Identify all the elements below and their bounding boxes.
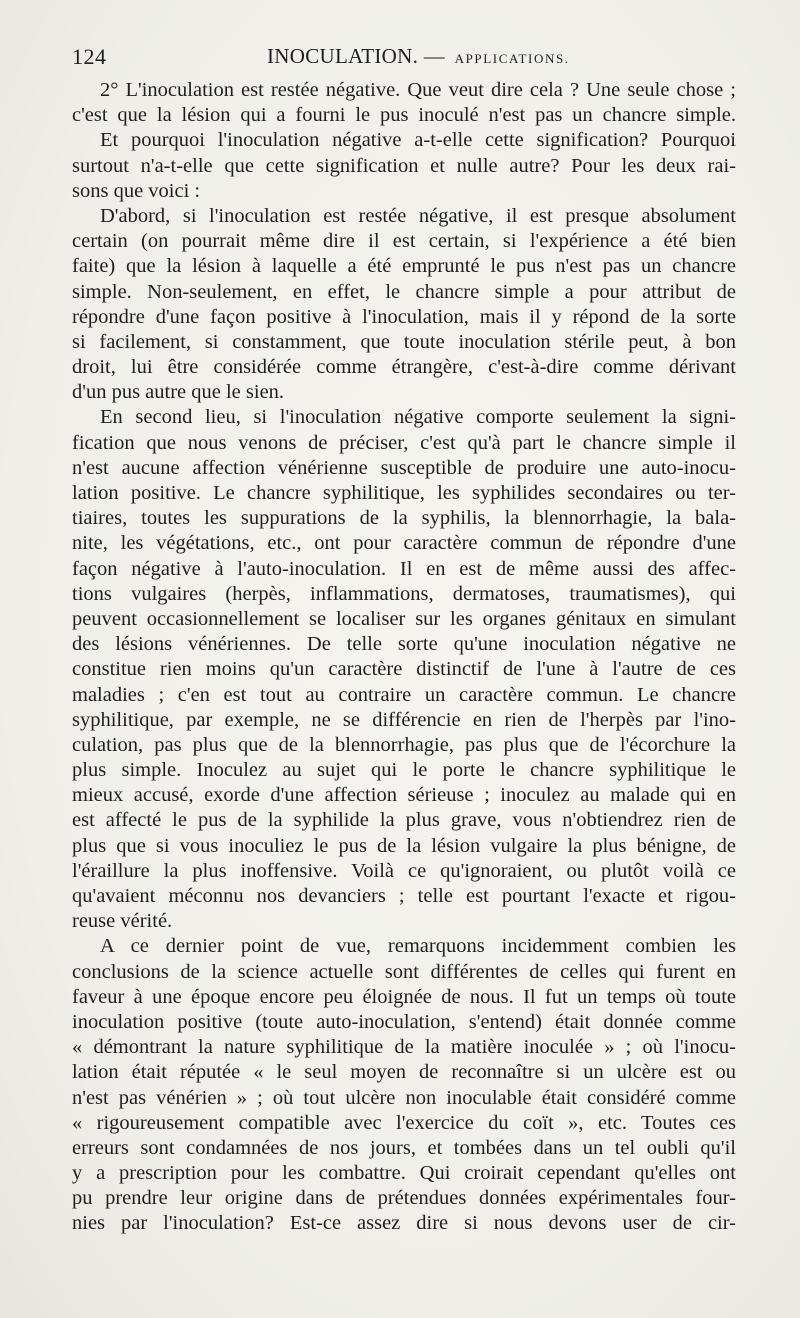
page-number: 124 [72,44,107,69]
text-line: l'éraillure la plus inoffensive. Voilà ce qu'ignoraient, ou plutôt voilà ce [72,859,736,882]
running-title-dash: — [418,44,451,68]
text-line: d'un pus autre que le sien. [72,381,285,404]
text-line: En second lieu, si l'inoculation négative comporte seulement la signi- [100,406,736,429]
text-line: tions vulgaires (herpès, inflammations, dermatoses, traumatismes), qui [72,582,736,605]
text-line: certain (on pourrait même dire il est certain, si l'expérience a été bien [72,230,736,253]
text-line: « rigoureusement compatible avec l'exercice du coït », etc. Toutes ces [72,1111,736,1134]
text-line: si facilement, si constamment, que toute inoculation stérile peut, à bon [72,330,736,353]
text-line: A ce dernier point de vue, remarquons incidemment combien les [100,935,736,958]
text-line: faveur à une époque encore peu éloignée de nous. Il fut un temps où toute [72,985,736,1008]
running-title-sub: APPLICATIONS. [454,51,570,66]
text-line: 2° L'inoculation est restée négative. Que veut dire cela ? Une seule chose ; [100,79,736,101]
text-line: Et pourquoi l'inoculation négative a-t-elle cette signification? Pourquoi [100,129,736,152]
text-line: simple. Non-seulement, en effet, le chancre simple a pour attribut de [72,280,736,303]
page-header [72,44,738,74]
text-line: faite) que la lésion à laquelle a été emprunté le pus n'est pas un chancre [72,255,736,278]
text-line: peuvent occasionnellement se localiser sur les organes génitaux en simulant [72,607,736,630]
text-line: lation était réputée « le seul moyen de reconnaître si un ulcère est ou [72,1061,736,1084]
text-line: c'est que la lésion qui a fourni le pus inoculé n'est pas un chancre simple. [72,104,736,127]
text-line: nite, les végétations, etc., ont pour caractère commun de répondre d'une [72,532,736,555]
text-line: plus que si vous inoculiez le pus de la lésion vulgaire la plus bénigne, de [72,834,736,857]
text-line: est affecté le pus de la syphilide la plus grave, vous n'obtiendrez rien de [72,809,736,832]
text-line: tiaires, toutes les suppurations de la syphilis, la blennorrhagie, la bala- [72,507,736,530]
text-line: constitue rien moins qu'un caractère distinctif de l'une à l'autre de ces [72,658,736,681]
text-line: y a prescription pour les combattre. Qui croirait cependant qu'elles ont [72,1162,736,1185]
text-line: syphilitique, par exemple, ne se différencie en rien de l'herpès par l'ino- [72,708,736,731]
text-line: plus simple. Inoculez au sujet qui le porte le chancre syphilitique le [72,759,736,782]
text-line: surtout n'a-t-elle que cette signification et nulle autre? Pour les deux rai- [72,154,736,177]
text-line: D'abord, si l'inoculation est restée négative, il est presque absolument [100,204,736,227]
text-line: des lésions vénériennes. De telle sorte qu'une inoculation négative ne [72,633,736,656]
text-line: n'est aucune affection vénérienne susceptible de produire une auto-inocu- [72,456,736,479]
text-line: qu'avaient méconnu nos devanciers ; telle est pourtant l'exacte et rigou- [72,885,736,907]
text-line: erreurs sont condamnées de nos jours, et tombées dans un tel oubli qu'il [72,1136,736,1159]
text-line: culation, pas plus que de la blennorrhagie, pas plus que de l'écorchure la [72,733,736,756]
text-line: répondre d'une façon positive à l'inoculation, mais il y répond de la sorte [72,305,736,328]
text-line: façon négative à l'auto-inoculation. Il en est de même aussi des affec- [72,557,736,580]
running-title [267,44,570,69]
text-line: nies par l'inoculation? Est-ce assez dire si nous devons user de cir- [72,1212,736,1235]
text-line: inoculation positive (toute auto-inoculation, s'entend) était donnée comme [72,1010,736,1033]
text-line: maladies ; c'en est tout au contraire un caractère commun. Le chancre [72,683,736,706]
text-line: pu prendre leur origine dans de prétendues données expérimentales four- [72,1187,736,1210]
text-line: reuse vérité. [72,910,173,933]
text-line: sons que voici : [72,179,201,202]
text-line: lation positive. Le chancre syphilitique, les syphilides secondaires ou ter- [72,482,736,504]
running-title-main: INOCULATION. [267,44,419,68]
text-line: fication que nous venons de préciser, c'est qu'à part le chancre simple il [72,431,736,454]
body-text [72,78,736,1237]
text-line: conclusions de la science actuelle sont différentes de celles qui furent en [72,960,736,983]
text-line: n'est pas vénérien » ; où tout ulcère non inoculable était considéré comme [72,1086,736,1109]
text-line: mieux accusé, exorde d'une affection sérieuse ; inoculez au malade qui en [72,784,736,807]
text-line: « démontrant la nature syphilitique de la matière inoculée » ; où l'inocu- [72,1036,736,1059]
text-line: droit, lui être considérée comme étrangère, c'est-à-dire comme dérivant [72,356,736,379]
